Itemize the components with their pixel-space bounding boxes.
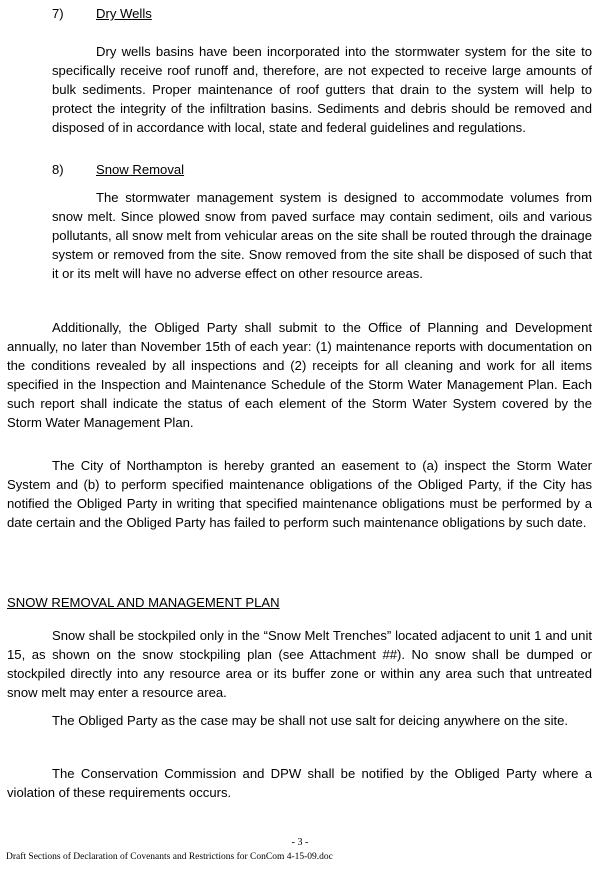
stockpile-paragraph: Snow shall be stockpiled only in the “Snow Melt Trenches” located adjacent to unit 1 and unit 15, as shown on the snow stockpiling plan (see Attachment ##). No snow shall be dumped or stockpiled directly into any resource area or its buffer zone or within any area such that untreated snow melt may enter a resource area.	[7, 628, 592, 700]
section-8-title: Snow Removal	[96, 162, 185, 177]
section-8-heading	[52, 160, 592, 179]
notification-paragraph: The Conservation Commission and DPW shall be notified by the Obliged Party where a violation of these requirements occurs.	[7, 766, 592, 800]
reporting-paragraph: Additionally, the Obliged Party shall submit to the Office of Planning and Development annually, no later than November 15th of each year: (1) maintenance reports with documentation on the conditions revealed by all inspections and (2) receipts for all cleaning and work for all items specified in the Inspection and Maintenance Schedule of the Storm Water Management Plan. Each such report shall indicate the status of each element of the Storm Water System covered by the Storm Water Management Plan.	[7, 320, 592, 430]
section-8-number: 8)	[52, 162, 64, 177]
section-8-paragraph: The stormwater management system is designed to accommodate volumes from snow melt. Since plowed snow from paved surface may contain sediment, oils and various pollutants, all snow melt from vehicular areas on the site shall be routed through the drainage system or removed from the site. Snow removed from the site shall be disposed of such that it or its melt will have no adverse effect on other resource areas.	[52, 190, 592, 281]
easement-paragraph: The City of Northampton is hereby granted an easement to (a) inspect the Storm Water System and (b) to perform specified maintenance obligations of the Obliged Party, if the City has notified the Obliged Party in writing that specified maintenance obligations must be performed by a date certain and the Obliged Party has failed to perform such maintenance obligations by such date.	[7, 458, 592, 530]
document-footer: Draft Sections of Declaration of Covenants and Restrictions for ConCom 4-15-09.doc	[6, 852, 333, 862]
snow-plan-heading: SNOW REMOVAL AND MANAGEMENT PLAN	[7, 595, 280, 610]
section-7-title: Dry Wells	[96, 6, 152, 21]
salt-paragraph: The Obliged Party as the case may be shall not use salt for deicing anywhere on the site.	[52, 713, 569, 728]
section-7-heading	[52, 4, 592, 23]
section-7-number: 7)	[52, 6, 64, 21]
section-7-paragraph: Dry wells basins have been incorporated into the stormwater system for the site to specifically receive roof runoff and, therefore, are not expected to receive large amounts of bulk sediments. Proper maintenance of roof gutters that drain to the system will help to protect the integrity of the infiltration basins. Sediments and debris should be removed and disposed of in accordance with local, state and federal guidelines and regulations.	[52, 44, 592, 135]
page-number: - 3 -	[291, 837, 309, 848]
